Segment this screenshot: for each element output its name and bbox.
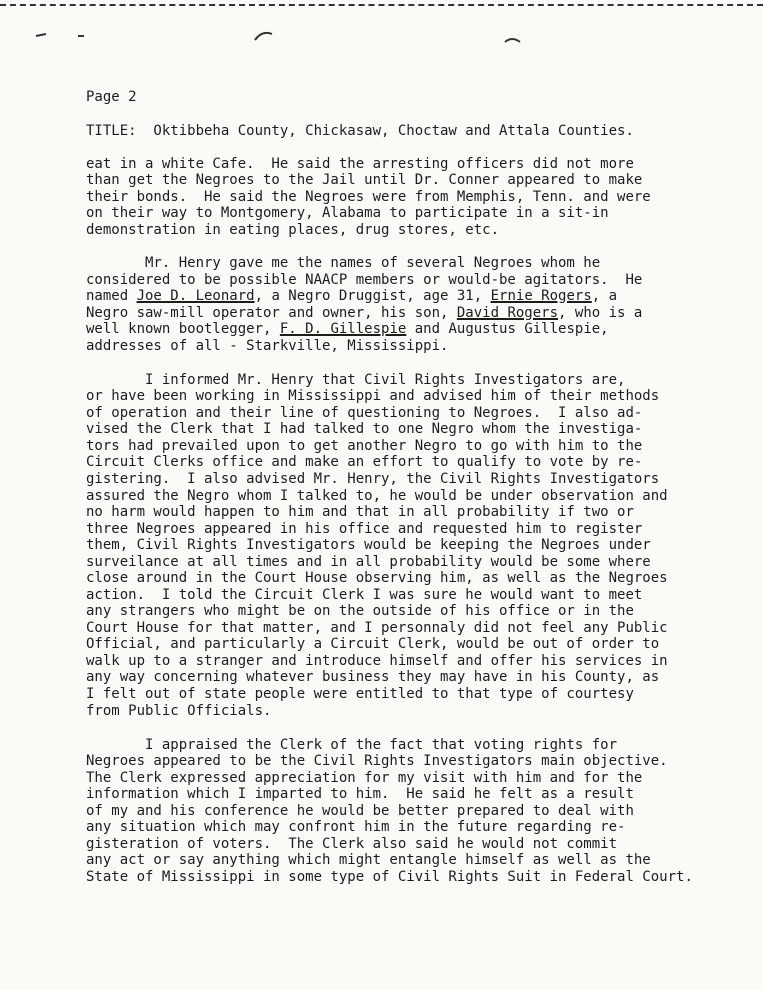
text-line: close around in the Court House observing him, as well as the Negroes <box>86 570 668 586</box>
text-line: Negro saw-mill operator and owner, his son, David Rogers, who is a <box>86 305 643 321</box>
text-line: well known bootlegger, F. D. Gillespie and Augustus Gillespie, <box>86 321 609 337</box>
text-line: considered to be possible NAACP members or would-be agitators. He <box>86 272 643 288</box>
text-line: I appraised the Clerk of the fact that voting rights for <box>86 737 618 753</box>
text-line: demonstration in eating places, drug stores, etc. <box>86 222 500 238</box>
text-line: Negroes appeared to be the Civil Rights Investigators main objective. <box>86 753 668 769</box>
text-line: any act or say anything which might entangle himself as well as the <box>86 852 651 868</box>
text-line: eat in a white Cafe. He said the arresting officers did not more <box>86 156 634 172</box>
text-line: any way concerning whatever business they may have in his County, as <box>86 669 660 685</box>
text-line: I informed Mr. Henry that Civil Rights Investigators are, <box>86 372 626 388</box>
hole-punch-mark-left <box>255 33 272 40</box>
text-line: any strangers who might be on the outside of his office or in the <box>86 603 634 619</box>
text-line: of operation and their line of questioning to Negroes. I also ad- <box>86 405 643 421</box>
text-line: of my and his conference he would be better prepared to deal with <box>86 803 634 819</box>
text-line: any situation which may confront him in the future regarding re- <box>86 819 626 835</box>
text-line: no harm would happen to him and that in all probability if two or <box>86 504 634 520</box>
text-line: tors had prevailed upon to get another Negro to go with him to the <box>86 438 643 454</box>
text-line: them, Civil Rights Investigators would be keeping the Negroes under <box>86 537 651 553</box>
text-line: Official, and particularly a Circuit Clerk, would be out of order to <box>86 636 660 652</box>
text-line: gisteration of voters. The Clerk also said he would not commit <box>86 836 618 852</box>
text-line: Circuit Clerks office and make an effort to qualify to vote by re- <box>86 454 643 470</box>
text-line: gistering. I also advised Mr. Henry, the Civil Rights Investigators <box>86 471 660 487</box>
document-title: TITLE: Oktibbeha County, Chickasaw, Choctaw and Attala Counties. <box>86 123 634 139</box>
text-line: on their way to Montgomery, Alabama to participate in a sit-in <box>86 205 609 221</box>
underlined-name: F. D. Gillespie <box>279 321 407 337</box>
text-line: State of Mississippi in some type of Civil Rights Suit in Federal Court. <box>86 869 693 885</box>
text-line: Court House for that matter, and I personnaly did not feel any Public <box>86 620 668 636</box>
text-line: from Public Officials. <box>86 703 272 719</box>
text-line: walk up to a stranger and introduce himself and offer his services in <box>86 653 668 669</box>
text-line: action. I told the Circuit Clerk I was sure he would want to meet <box>86 587 643 603</box>
margin-dash-1 <box>36 34 46 36</box>
text-line: three Negroes appeared in his office and requested him to register <box>86 521 643 537</box>
text-line: addresses of all - Starkville, Mississippi. <box>86 338 449 354</box>
text-line: The Clerk expressed appreciation for my visit with him and for the <box>86 770 643 786</box>
text-line: surveilance at all times and in all probability would be some where <box>86 554 651 570</box>
underlined-name: Ernie Rogers <box>490 288 592 304</box>
text-line: assured the Negro whom I talked to, he would be under observation and <box>86 488 668 504</box>
hole-punch-mark-right <box>505 39 520 42</box>
text-line: or have been working in Mississippi and advised him of their methods <box>86 388 660 404</box>
text-line: than get the Negroes to the Jail until Dr. Conner appeared to make <box>86 172 643 188</box>
text-line: vised the Clerk that I had talked to one Negro whom the investiga- <box>86 421 643 437</box>
text-line: named Joe D. Leonard, a Negro Druggist, age 31, Ernie Rogers, a <box>86 288 618 304</box>
text-line: I felt out of state people were entitled to that type of courtesy <box>86 686 634 702</box>
text-line: their bonds. He said the Negroes were from Memphis, Tenn. and were <box>86 189 651 205</box>
page-number: Page 2 <box>86 89 137 105</box>
underlined-name: David Rogers <box>456 305 559 321</box>
underlined-name: Joe D. Leonard <box>136 288 255 304</box>
text-line: information which I imparted to him. He said he felt as a result <box>86 786 634 802</box>
text-line: Mr. Henry gave me the names of several Negroes whom he <box>86 255 601 271</box>
